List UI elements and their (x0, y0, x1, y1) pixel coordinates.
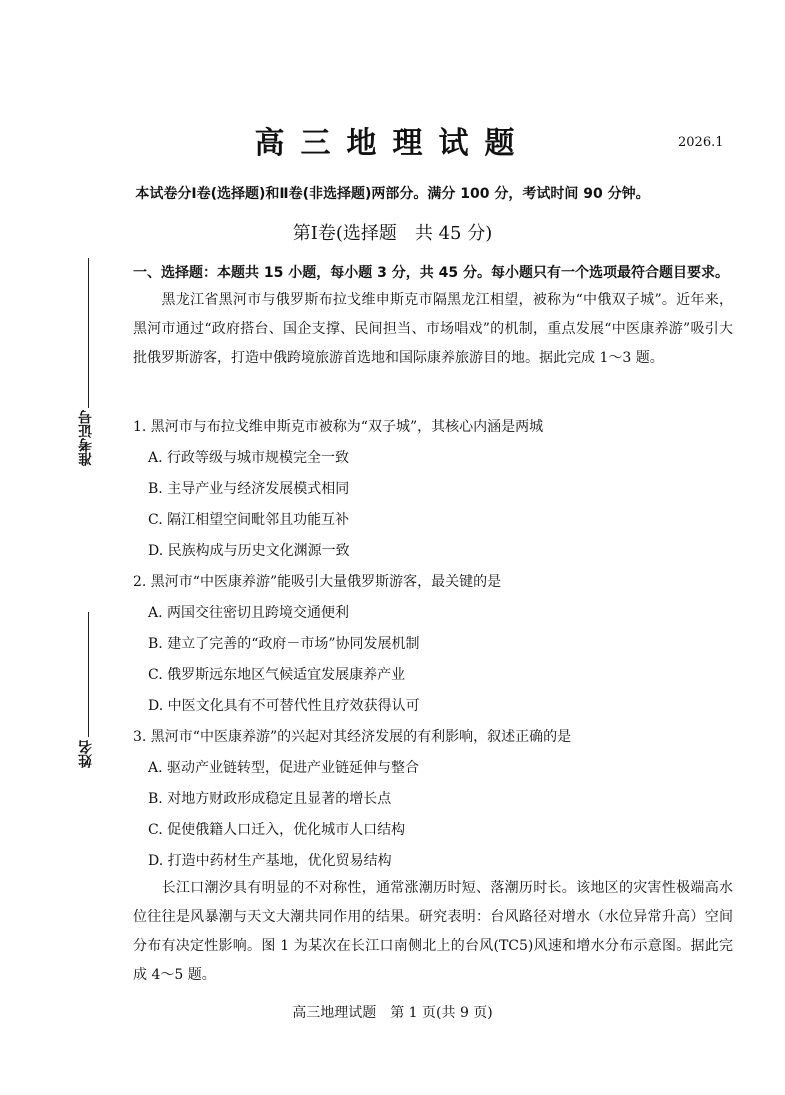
question-3-option-c: C. 促使俄籍人口迁入，优化城市人口结构 (148, 822, 406, 838)
passage-2: 长江口潮汐具有明显的不对称性，通常涨潮历时短、落潮历时长。该地区的灾害性极端高水位往往是风暴潮与天文大潮共同作用的结果。研究表明：台风路径对增水（水位异常升高）空间分布有决定性影响。图 1 为某次在长江口南侧北上的台风(TC5)风速和增水分布示意图。据此完成 4～5 题。 (133, 880, 733, 983)
page-title: 高三地理试题 (254, 126, 531, 161)
volume-heading: 第Ⅰ卷(选择题 共 45 分) (292, 223, 493, 244)
exam-id-label: 准考证号 (78, 410, 94, 466)
question-3-stem: 3. 黑河市“中医康养游”的兴起对其经济发展的有利影响，叙述正确的是 (133, 729, 572, 745)
question-2-option-c: C. 俄罗斯远东地区气候适宜发展康养产业 (148, 667, 406, 683)
question-2-stem: 2. 黑河市“中医康养游”能吸引大量俄罗斯游客，最关键的是 (133, 574, 502, 590)
section-heading: 一、选择题：本题共 15 小题，每小题 3 分，共 45 分。每小题只有一个选项最符合题目要求。 (133, 265, 729, 281)
question-3-option-b: B. 对地方财政形成稳定且显著的增长点 (148, 791, 392, 807)
question-1-option-c: C. 隔江相望空间毗邻且功能互补 (148, 512, 350, 528)
exam-intro: 本试卷分Ⅰ卷(选择题)和Ⅱ卷(非选择题)两部分。满分 100 分，考试时间 90 分钟。 (135, 186, 650, 202)
name-label: 姓名 (78, 740, 94, 768)
question-3-option-d: D. 打造中药材生产基地，优化贸易结构 (148, 853, 392, 869)
question-3-option-a: A. 驱动产业链转型，促进产业链延伸与整合 (148, 760, 420, 776)
question-1-stem: 1. 黑河市与布拉戈维申斯克市被称为“双子城”，其核心内涵是两城 (133, 419, 544, 435)
question-1-option-d: D. 民族构成与历史文化渊源一致 (148, 543, 350, 559)
name-line (88, 612, 89, 737)
passage-1: 黑龙江省黑河市与俄罗斯布拉戈维申斯克市隔黑龙江相望，被称为“中俄双子城”。近年来，黑河市通过“政府搭台、国企支撑、民间担当、市场唱戏”的机制，重点发展“中医康养游”吸引大批俄罗斯游客，打造中俄跨境旅游首选地和国际康养旅游目的地。据此完成 1～3 题。 (133, 292, 733, 366)
question-1-option-b: B. 主导产业与经济发展模式相同 (148, 481, 350, 497)
question-2-option-b: B. 建立了完善的“政府－市场”协同发展机制 (148, 636, 420, 652)
exam-id-line (88, 258, 89, 408)
question-2-option-a: A. 两国交往密切且跨境交通便利 (148, 605, 350, 621)
exam-date: 2026.1 (678, 135, 724, 150)
page-footer: 高三地理试题 第 1 页(共 9 页) (292, 1005, 493, 1021)
question-2-option-d: D. 中医文化具有不可替代性且疗效获得认可 (148, 698, 420, 714)
question-1-option-a: A. 行政等级与城市规模完全一致 (148, 450, 350, 466)
